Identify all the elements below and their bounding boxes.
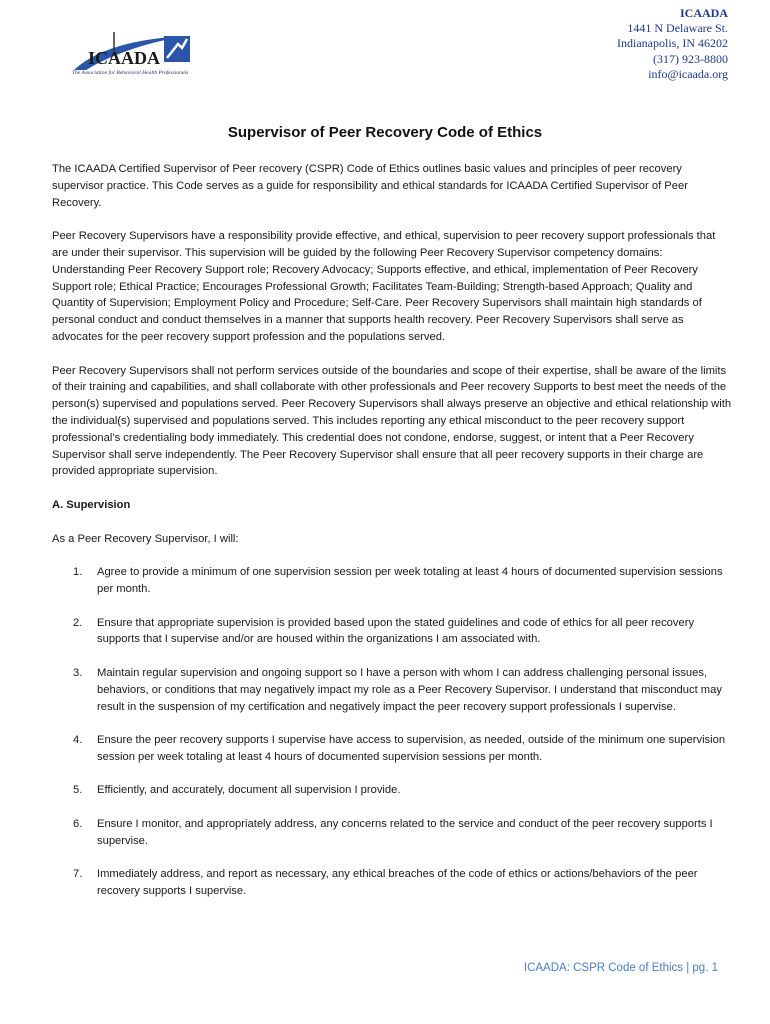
list-text: Ensure that appropriate supervision is provided based upon the stated guidelines and code of ethics for all peer recovery supports that I supervise and/or are housed within the organizations I am associated with. [97, 616, 695, 646]
document-body [52, 161, 732, 917]
list-text: Ensure I monitor, and appropriately address, any concerns related to the service and conduct of the peer recovery supports I supervise. [97, 818, 713, 847]
list-number: 6. [73, 818, 83, 831]
list-item [52, 615, 732, 649]
list-number: 7. [73, 868, 83, 881]
section-heading: A. Supervision [52, 498, 131, 511]
list-text: Agree to provide a minimum of one supervision session per week totaling at least 4 hours of documented supervision sessions per month. [97, 566, 723, 595]
list-item [52, 816, 732, 850]
list-text: Maintain regular supervision and ongoing support so I have a person with whom I can address challenging personal issues, behaviors, or conditions that may negatively impact my role as a Peer Recovery Supervisor. I understand that misconduct may result in the suspension of my certification and negatively impact the peer recovery support professionals I supervise. [97, 666, 722, 713]
list-text: Efficiently, and accurately, document all supervision I provide. [97, 784, 401, 797]
list-item [52, 564, 732, 598]
address-city: Indianapolis, IN 46202 [617, 36, 728, 51]
ethics-list [52, 564, 732, 900]
logo-tagline: The Association for Behavioral Health Professionals [72, 70, 189, 76]
page-title: Supervisor of Peer Recovery Code of Ethics [227, 124, 543, 141]
address-org: ICAADA [680, 6, 728, 20]
boundaries-paragraph: Peer Recovery Supervisors shall not perform services outside of the boundaries and scope of their expertise, shall be aware of the limits of their training and capabilities, and shall collaborate with other professionals and Peer recovery Supports to best meet the needs of the person(s) supervised and populations served. Peer Recovery Supervisors shall always preserve an objective and ethical relationship with the individual(s) supervised and populations served. This includes reporting any ethical misconduct to the peer recovery support professional’s credentialing body immediately. This credential does not condone, endorse, suggest, or intent that a Peer Recovery Supervisor shall serve independently. The Peer Recovery Supervisor shall ensure that all peer recovery supports in their charge are provided appropriate supervision. [52, 364, 732, 478]
list-number: 2. [73, 616, 83, 629]
address-phone: (317) 923-8800 [653, 51, 728, 66]
intro-paragraph: The ICAADA Certified Supervisor of Peer recovery (CSPR) Code of Ethics outlines basic values and principles of peer recovery supervisor practice. This Code serves as a guide for responsibility and ethical standards for ICAADA Certified Supervisor of Peer Recovery. [52, 163, 688, 209]
list-item [52, 866, 732, 900]
section-intro: As a Peer Recovery Supervisor, I will: [52, 532, 239, 545]
address-email[interactable]: info@icaada.org [648, 66, 728, 81]
list-item [52, 782, 732, 799]
list-number: 1. [73, 566, 83, 579]
address-street: 1441 N Delaware St. [627, 21, 728, 36]
list-number: 5. [73, 784, 83, 797]
list-text: Ensure the peer recovery supports I supervise have access to supervision, as needed, outside of the minimum one supervision session per week totaling at least 4 hours of documented supervision sessions per month. [97, 734, 726, 763]
list-item [52, 665, 732, 715]
list-item [52, 732, 732, 766]
page-footer: ICAADA: CSPR Code of Ethics | pg. 1 [523, 962, 718, 974]
list-number: 3. [73, 666, 83, 679]
logo-text: ICAADA [88, 48, 160, 68]
address-block [617, 6, 728, 82]
responsibility-paragraph: Peer Recovery Supervisors have a responsibility provide effective, and ethical, supervision to peer recovery support professionals that are under their supervisor. This supervision will be guided by the following Peer Recovery Supervisor competency domains: Understanding Peer Recovery Support role; Recovery Advocacy; Supports effective, and ethical, implementation of Peer Recovery Support role; Ethical Practice; Encourages Professional Growth; Facilitates Team-Building; Strength-based Approach; Quality and Quantity of Supervision; Employment Policy and Procedure; Self-Care. Peer Recovery Supervisors shall maintain high standards of personal conduct and conduct themselves in a manner that supports health recovery. Peer Recovery Supervisors shall serve as advocates for the peer recovery support profession and the populations served. [52, 230, 716, 343]
list-text: Immediately address, and report as necessary, any ethical breaches of the code of ethics or actions/behaviors of the peer recovery supports I supervise. [97, 868, 698, 898]
list-number: 4. [73, 734, 83, 747]
